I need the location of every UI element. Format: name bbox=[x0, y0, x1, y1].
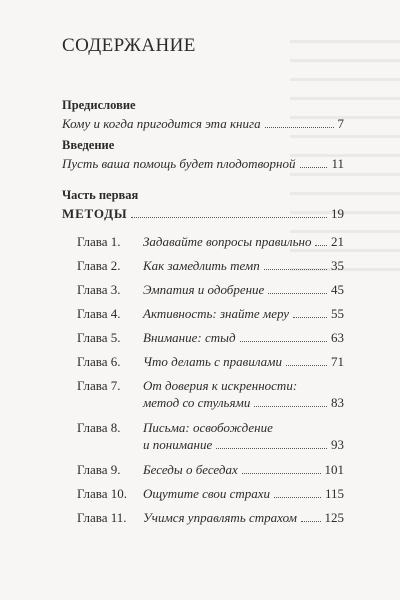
chapter-title: Активность: знайте меру bbox=[143, 306, 290, 321]
page-number: 63 bbox=[331, 330, 344, 345]
leader-dots bbox=[240, 341, 327, 342]
chapter-number: Глава 8. bbox=[77, 420, 121, 435]
chapter-title: Что делать с правилами bbox=[143, 354, 282, 369]
page-number: 11 bbox=[331, 156, 344, 171]
leader-dots bbox=[216, 448, 327, 449]
chapter-number: Глава 7. bbox=[77, 378, 121, 393]
leader-dots bbox=[264, 269, 327, 270]
page-number: 35 bbox=[331, 258, 344, 273]
page-number: 7 bbox=[337, 116, 344, 131]
page-number: 93 bbox=[331, 437, 344, 452]
page-number: 101 bbox=[324, 462, 344, 477]
chapter-title: Эмпатия и одобрение bbox=[143, 282, 265, 297]
page-number: 71 bbox=[331, 354, 344, 369]
chapter-number: Глава 4. bbox=[77, 306, 121, 321]
leader-dots bbox=[274, 497, 321, 498]
chapter-title: От доверия к искренности: bbox=[143, 378, 298, 393]
leader-dots bbox=[131, 217, 327, 218]
chapter-number: Глава 5. bbox=[77, 330, 121, 345]
leader-dots bbox=[242, 473, 321, 474]
chapter-number: Глава 11. bbox=[77, 510, 127, 525]
chapter-number: Глава 10. bbox=[77, 486, 128, 501]
intro-entry[interactable] bbox=[62, 156, 344, 172]
page-number: 115 bbox=[324, 486, 344, 501]
chapter-title: Ощутите свои страхи bbox=[143, 486, 271, 501]
page-number: 125 bbox=[324, 510, 344, 525]
chapter-8-entry-cont[interactable] bbox=[143, 437, 344, 453]
page-number: 21 bbox=[331, 234, 344, 249]
leader-dots bbox=[315, 245, 327, 246]
chapter-10-entry[interactable] bbox=[77, 486, 344, 502]
preface-title: Кому и когда пригодится эта книга bbox=[62, 116, 261, 131]
chapter-2-entry[interactable] bbox=[77, 258, 344, 274]
page-number: 83 bbox=[331, 395, 344, 410]
toc-title: СОДЕРЖАНИЕ bbox=[62, 35, 196, 56]
preface-label: Предисловие bbox=[62, 98, 136, 112]
leader-dots bbox=[286, 365, 327, 366]
chapter-11-entry[interactable] bbox=[77, 510, 344, 526]
leader-dots bbox=[301, 521, 321, 522]
chapter-number: Глава 6. bbox=[77, 354, 121, 369]
page-number: 55 bbox=[331, 306, 344, 321]
chapter-7-entry[interactable] bbox=[77, 378, 344, 394]
part-entry[interactable] bbox=[62, 206, 344, 222]
leader-dots bbox=[300, 167, 328, 168]
page-number: 19 bbox=[331, 206, 344, 221]
chapter-7-entry-cont[interactable] bbox=[143, 395, 344, 411]
chapter-number: Глава 3. bbox=[77, 282, 121, 297]
page-number: 45 bbox=[331, 282, 344, 297]
chapter-title: Письма: освобождение bbox=[143, 420, 273, 435]
chapter-8-entry[interactable] bbox=[77, 420, 344, 436]
leader-dots bbox=[254, 406, 327, 407]
chapter-title: Внимание: стыд bbox=[143, 330, 236, 345]
chapter-number: Глава 2. bbox=[77, 258, 121, 273]
chapter-number: Глава 9. bbox=[77, 462, 121, 477]
chapter-title: Задавайте вопросы правильно bbox=[143, 234, 312, 249]
chapter-4-entry[interactable] bbox=[77, 306, 344, 322]
chapter-title: Как замедлить темп bbox=[143, 258, 260, 273]
leader-dots bbox=[268, 293, 327, 294]
preface-entry[interactable] bbox=[62, 116, 344, 132]
chapter-number: Глава 1. bbox=[77, 234, 121, 249]
chapter-title: Беседы о беседах bbox=[143, 462, 238, 477]
chapter-6-entry[interactable] bbox=[77, 354, 344, 370]
chapter-1-entry[interactable] bbox=[77, 234, 344, 250]
intro-label: Введение bbox=[62, 138, 115, 152]
leader-dots bbox=[265, 127, 334, 128]
leader-dots bbox=[293, 317, 327, 318]
chapter-title-cont: метод со стульями bbox=[143, 395, 251, 410]
chapter-3-entry[interactable] bbox=[77, 282, 344, 298]
intro-title: Пусть ваша помощь будет плодотворной bbox=[62, 156, 296, 171]
part-label: Часть первая bbox=[62, 188, 139, 202]
part-name: МЕТОДЫ bbox=[62, 206, 128, 221]
chapter-9-entry[interactable] bbox=[77, 462, 344, 478]
chapter-title-cont: и понимание bbox=[143, 437, 213, 452]
chapter-5-entry[interactable] bbox=[77, 330, 344, 346]
chapter-title: Учимся управлять страхом bbox=[143, 510, 297, 525]
